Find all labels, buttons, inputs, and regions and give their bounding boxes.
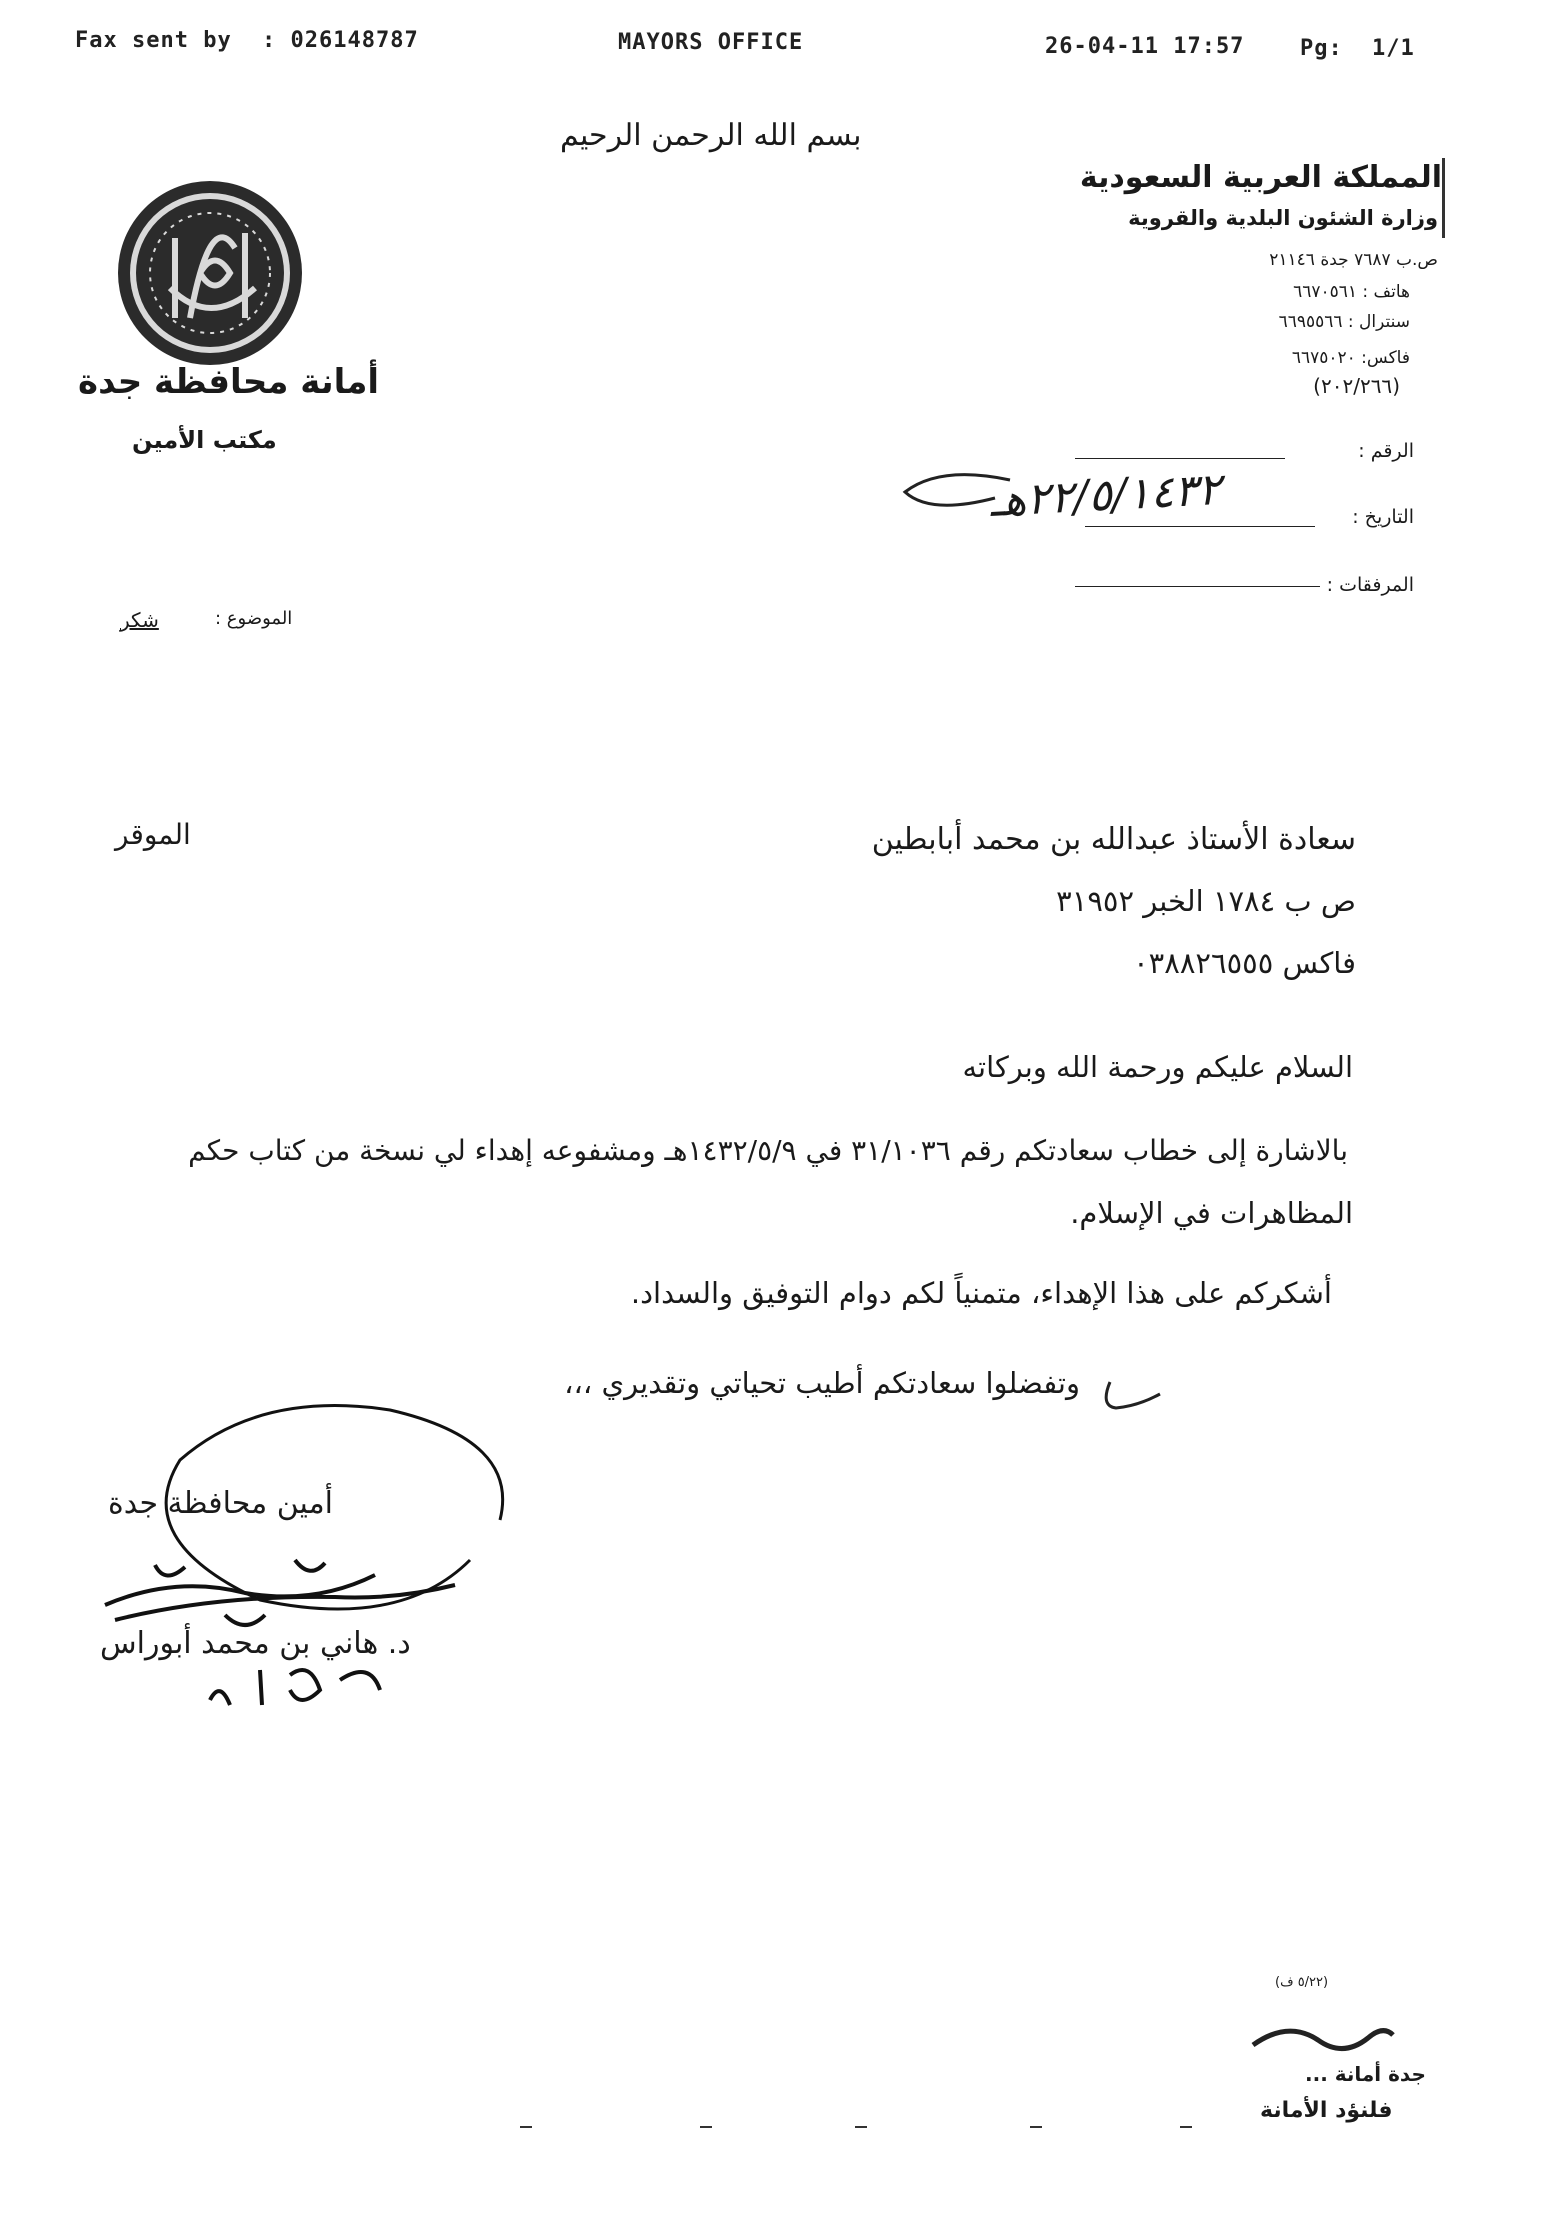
letterhead-fax-ext: (٢٠٢/٢٦٦) <box>1313 374 1400 398</box>
letterhead-po-box: ص.ب ٧٦٨٧ جدة ٢١١٤٦ <box>1269 250 1438 270</box>
body-greeting: السلام عليكم ورحمة الله وبركاته <box>962 1050 1353 1084</box>
recipient-name: سعادة الأستاذ عبدالله بن محمد أبابطين <box>871 822 1356 857</box>
footer-form-code: (٥/٢٢ ف) <box>1275 1975 1329 1990</box>
recipient-honorific: الموقر <box>115 818 191 851</box>
org-name: أمانة محافظة جدة <box>78 362 380 402</box>
fax-sender-label: Fax sent by <box>75 28 232 53</box>
closing-flourish <box>1098 1376 1168 1416</box>
recipient-address: ص ب ١٧٨٤ الخبر ٣١٩٥٢ <box>1056 884 1356 918</box>
recipient-fax: فاكس ٠٣٨٨٢٦٥٥٥ <box>1133 946 1356 980</box>
scan-mark <box>520 2126 532 2128</box>
fax-office: MAYORS OFFICE <box>618 30 804 55</box>
ref-attachments-line <box>1075 586 1320 587</box>
fax-page-value: 1/1 <box>1372 36 1415 61</box>
scan-mark <box>1180 2126 1192 2128</box>
letterhead-phone: هاتف : ٦٦٧٠٥٦١ <box>1293 282 1410 302</box>
ref-attachments-label: المرفقات : <box>1326 574 1414 596</box>
subject-value: شكر <box>120 608 159 632</box>
handwritten-date-scribble <box>900 470 1020 510</box>
ref-date-label: التاريخ : <box>1352 506 1414 528</box>
footer-slogan-wave <box>1248 2010 1398 2060</box>
fax-sender-number: : 026148787 <box>262 28 419 53</box>
scan-mark <box>1030 2126 1042 2128</box>
ref-number-label: الرقم : <box>1358 440 1414 462</box>
body-closing: وتفضلوا سعادتكم أطيب تحياتي وتقديري ،،، <box>564 1366 1080 1400</box>
ref-date-line <box>1085 526 1315 527</box>
body-thanks: أشكركم على هذا الإهداء، متمنياً لكم دوام التوفيق والسداد. <box>630 1276 1332 1310</box>
letterhead-fax: فاكس: ٦٦٧٥٠٢٠ <box>1291 348 1410 368</box>
municipality-seal-logo <box>115 178 305 368</box>
signature-name: د. هاني بن محمد أبوراس <box>100 1626 411 1661</box>
letterhead-ministry: وزارة الشئون البلدية والقروية <box>1128 206 1438 230</box>
ref-date-handwritten: ٢٢/٥/١٤٣٢هـ <box>988 463 1223 528</box>
body-paragraph-line1: بالاشارة إلى خطاب سعادتكم رقم ٣١/١٠٣٦ في ١٤٣٢/٥/٩هـ ومشفوعه إهداء لي نسخة من كتاب حكم <box>188 1134 1348 1167</box>
footer-slogan-line1: جدة أمانة ... <box>1305 2062 1426 2086</box>
signature-title: أمين محافظة جدة <box>108 1486 333 1521</box>
body-paragraph-line2: المظاهرات في الإسلام. <box>1070 1196 1353 1230</box>
basmala: بسم الله الرحمن الرحيم <box>560 118 862 153</box>
letterhead-switchboard: سنترال : ٦٦٩٥٥٦٦ <box>1278 312 1410 332</box>
scan-mark <box>855 2126 867 2128</box>
footer-slogan-line2: فلنؤد الأمانة <box>1260 2098 1393 2123</box>
ref-number-line <box>1075 458 1285 459</box>
letterhead-divider <box>1442 158 1445 238</box>
org-office: مكتب الأمين <box>132 426 277 454</box>
scan-mark <box>700 2126 712 2128</box>
signature-initials <box>200 1650 400 1720</box>
letterhead-kingdom: المملكة العربية السعودية <box>1079 160 1442 195</box>
subject-label: الموضوع : <box>215 608 293 629</box>
fax-timestamp: 26-04-11 17:57 <box>1045 34 1245 59</box>
fax-page-label: Pg: <box>1300 36 1343 61</box>
